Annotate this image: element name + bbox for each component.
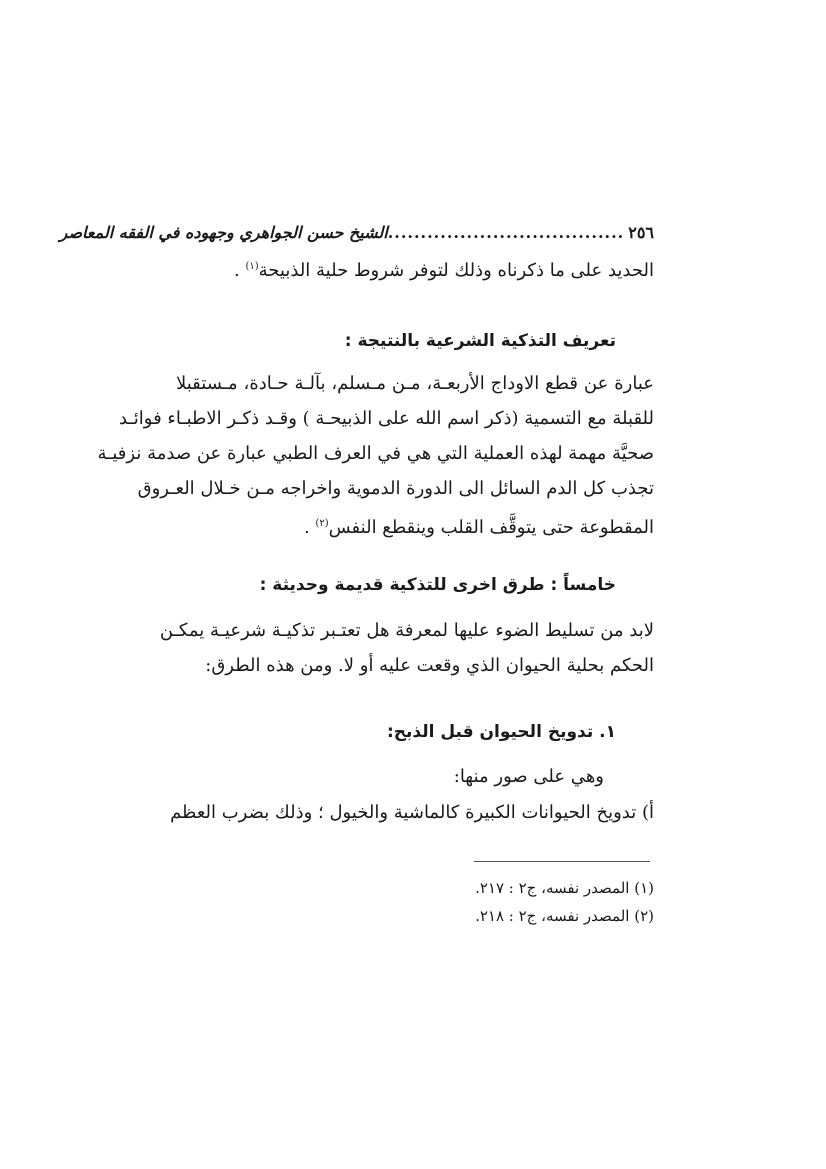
paragraph-end: . xyxy=(303,517,316,538)
paragraph-line: لابد من تسليط الضوء عليها لمعرفة هل تعتـبر تذكيـة شرعيـة يمكـن xyxy=(159,620,654,641)
subsection-heading-stunning: ١. تدويخ الحيوان قبل الذبح: xyxy=(386,722,616,742)
paragraph-line: الحكم بحلية الحيوان الذي وقعت عليه أو لا. ومن هذه الطرق: xyxy=(205,655,654,676)
paragraph-line: صحيَّة مهمة لهذه العملية التي هي في العرف الطبي عبارة عن صدمة نزفيـة xyxy=(97,443,654,464)
paragraph-line: وهي على صور منها: xyxy=(453,766,604,787)
section-heading-definition: تعريف التذكية الشرعية بالنتيجة : xyxy=(344,331,616,351)
paragraph-line: أ) تدويخ الحيوانات الكبيرة كالماشية والخيول ؛ وذلك بضرب العظم xyxy=(170,802,654,823)
section-heading-other-methods: خامساً : طرق اخرى للتذكية قديمة وحديثة : xyxy=(259,575,616,595)
header-title: الشيخ حسن الجواهري وجهوده في الفقه المعاصر xyxy=(59,222,388,242)
footnote-ref-1: (١) xyxy=(245,261,259,272)
footnote-divider xyxy=(474,861,650,862)
paragraph-last-line xyxy=(176,509,654,543)
footnote-ref-2: (٢) xyxy=(315,518,329,529)
footnote-2: (٢) المصدر نفسه، ج٢ : ٢١٨. xyxy=(475,907,654,925)
footnote-1: (١) المصدر نفسه، ج٢ : ٢١٧. xyxy=(475,879,654,897)
intro-line xyxy=(176,252,654,286)
intro-end: . xyxy=(234,260,246,281)
paragraph-line: تجذب كل الدم السائل الى الدورة الدموية واخراجه مـن خـلال العـروق xyxy=(137,478,654,499)
intro-text: الحديد على ما ذكرناه وذلك لتوفر شروط حلية الذبيحة xyxy=(258,260,654,281)
page-number: ٢٥٦ xyxy=(628,222,654,242)
paragraph-text: المقطوعة حتى يتوقَّف القلب وينقطع النفس xyxy=(328,517,654,538)
paragraph-line: للقبلة مع التسمية (ذكر اسم الله على الذبيحـة ) وقـد ذكـر الاطبـاء فوائـد xyxy=(119,408,654,429)
running-header xyxy=(59,218,654,246)
paragraph-line: عبارة عن قطع الاوداج الأربعـة، مـن مـسلم، بآلـة حـادة، مـستقبلا xyxy=(176,373,654,394)
header-dots: .................................... xyxy=(387,222,625,242)
